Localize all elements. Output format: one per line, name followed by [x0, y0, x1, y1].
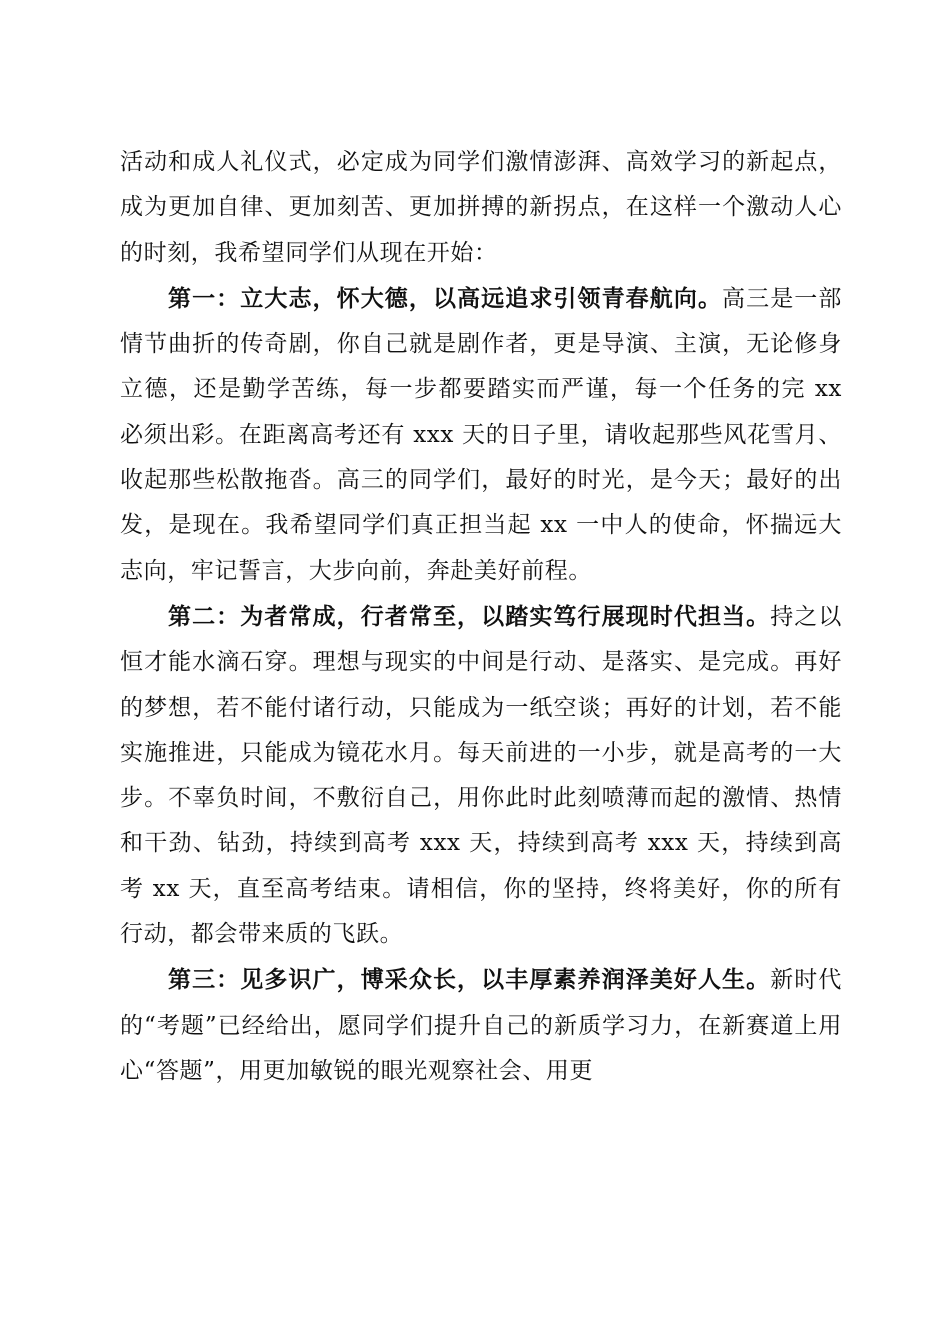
document-body	[120, 140, 842, 1094]
paragraph-point-one	[120, 276, 842, 594]
paragraph-text: 高三是一部情节曲折的传奇剧，你自己就是剧作者，更是导演、主演，无论修身立德，还是勤学苦练，每一步都要踏实而严谨，每一个任务的完 xx 必须出彩。在距离高考还有 xxx 天的日子里，请收起那些风花雪月、收起那些松散拖沓。高三的同学们，最好的时光，是今天；最好的出发，是现在。我希望同学们真正担当起 xx 一中人的使命，怀揣远大志向，牢记誓言，大步向前，奔赴美好前程。	[120, 285, 843, 584]
paragraph-intro	[120, 140, 842, 276]
point-two-heading: 第二：为者常成，行者常至，以踏实笃行展现时代担当。	[168, 602, 771, 630]
paragraph-text: 活动和成人礼仪式，必定成为同学们激情澎湃、高效学习的新起点，成为更加自律、更加刻苦、更加拼搏的新拐点，在这样一个激动人心的时刻，我希望同学们从现在开始：	[120, 149, 842, 266]
paragraph-point-two	[120, 594, 842, 957]
point-three-heading: 第三：见多识广，博采众长，以丰厚素养润泽美好人生。	[168, 966, 771, 994]
paragraph-point-three	[120, 957, 842, 1094]
paragraph-text: 新时代的“考题”已经给出，愿同学们提升自己的新质学习力，在新赛道上用心“答题”，用更加敏锐的眼光观察社会、用更	[120, 967, 842, 1084]
paragraph-text: 持之以恒才能水滴石穿。理想与现实的中间是行动、是落实、是完成。再好的梦想，若不能付诸行动，只能成为一纸空谈；再好的计划，若不能实施推进，只能成为镜花水月。每天前进的一小步，就是高考的一大步。不辜负时间，不敷衍自己，用你此时此刻喷薄而起的激情、热情和干劲、钻劲，持续到高考 xxx 天，持续到高考 xxx 天，持续到高考 xx 天，直至高考结束。请相信，你的坚持，终将美好，你的所有行动，都会带来质的飞跃。	[120, 603, 842, 948]
point-one-heading: 第一：立大志，怀大德，以高远追求引领青春航向。	[168, 284, 723, 312]
